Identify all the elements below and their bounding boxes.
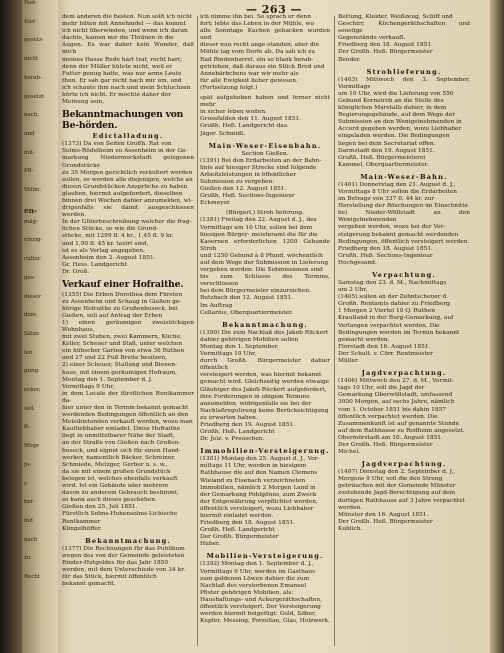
fragment-line: en- (24, 205, 37, 215)
article-line: gemacht wird. Gleichzeitig werden etwaige (200, 379, 330, 386)
article-line: werker, namentlich Bäcker, Schreiner, (62, 454, 176, 461)
article-line: 2) einer Scheuer, Stallung und Bienen- (62, 362, 178, 369)
page-edge (490, 0, 504, 653)
article-line: Großh. Rentamts dahier zu Friedberg (338, 301, 450, 308)
article-line: Großh. Heß. Bürgermeisterei (338, 154, 426, 161)
article-line: liegt in unmittelbarer Nähe der Stadt, (62, 433, 176, 440)
fragment-line: ju- (24, 461, 31, 468)
article-line: Bedingungen werden im Termin bekannt (338, 329, 460, 336)
article-line: Morgens 9 Uhr, soll die den Streng (338, 476, 443, 483)
article-line: diesen Grundstücken Ansprüche zu haben (62, 183, 188, 190)
article-line: Friedberg den 19. August 1851. (200, 421, 295, 428)
article-line: Großh. Heß. Landgericht (200, 429, 275, 436)
article-line: mittags 11 Uhr, werden in hiesigem (200, 463, 307, 470)
article-line: Obermörstadt am 16. August 1851. (338, 434, 443, 441)
article-line: Huber. (200, 541, 221, 548)
article-line: ein hübscher Garten von etwa 36 Ruthen (62, 348, 185, 355)
article-line: für das Stück, hiermit öffentlich (62, 574, 157, 581)
article-line: liegen bei dem Secretariat offen. (338, 140, 436, 147)
article-line: Gießen den 12. August 1851. (200, 186, 287, 193)
article-line: Zusammenkunft ist auf genannte Stunde (338, 420, 460, 427)
article-line: belegen ist, welches ebenfalls verkauft (62, 475, 178, 482)
column-rule (334, 16, 335, 646)
article-line: Gemarkung Oberwöllstadt, umfassend (338, 392, 453, 399)
article-line: der Entgewährung verpflichtet worden, (200, 498, 318, 505)
article-line: Jäger. Schmidt. (200, 130, 246, 137)
article-line: mit zwei Stuben, zwei Kammern, Küche, (62, 334, 182, 341)
article-line: hier unter den in Termin bekannt gemacht (62, 405, 189, 411)
article-line: 1 Morgen 2 Viertel 10 Q. Ruthen (338, 308, 436, 315)
notice-title: Mobilien-Versteigerung. (206, 552, 324, 561)
fragment-line: herab- (24, 74, 42, 81)
article-line: werden. (338, 504, 363, 511)
article-line: (1401) Donnerstag den 21. August d. J., (338, 181, 456, 188)
article-line: Gießen, soll auf Antrag der Erben (62, 312, 163, 319)
article-line: in sicher leben wollen. (200, 109, 267, 116)
article-line: zu 35 Morgen gerichtlich veräußert werden (62, 169, 193, 176)
article-line: vergeben werden. Die Submissionen sind (200, 267, 323, 274)
article-line: Hochgesand. (338, 259, 377, 266)
article-line: Florstadt den 16. August 1851. (338, 343, 431, 350)
article-line: buseck, und eignet sich für einen Hand- (62, 447, 181, 454)
column-rule (197, 16, 198, 646)
article-line: bis zum Schlusse des Termins, verschlossen (200, 274, 330, 288)
article-line: Großh. Heß. Landgericht das. (200, 123, 289, 130)
article-line: Rentkammer (62, 518, 101, 525)
article-line: Gebund Kornstroh an die Stelle des (338, 97, 444, 104)
previous-page-fragment (22, 0, 58, 653)
notice-title: Main-Weser-Eisenbahn. (208, 141, 322, 150)
section-heading: Verkauf einer Hofraithe. (62, 279, 184, 290)
article-line: Futter genug hatte, was nur arme Leute (62, 70, 182, 77)
article-line: Eckmeyer. (200, 200, 231, 207)
section-heading: Bekanntmachungen von Be-hörden. (62, 109, 184, 131)
article-line: Vormittags 8 Uhr sollen die Erdarbeiten (338, 188, 458, 195)
article-line: Montag den 1. September, (200, 343, 279, 350)
fragment-line: nach, (24, 112, 39, 119)
article-line: (1405) sollen an der Zehntscheuer d. (338, 294, 448, 301)
article-line: da sie mit einem großen Grundstück (62, 468, 171, 475)
fragment-line: Wege (24, 443, 40, 450)
article-line: (1355) Die Erben Dorothea dem Fürsten (62, 291, 183, 298)
article-line: Vormittags 9 Uhr, werden im Gasthaus (200, 568, 316, 575)
notice-title: Immobilien-Versteigerung. (200, 447, 330, 456)
article-line: Immobilien, nämlich 2 Morgen Land in (200, 484, 316, 491)
notice-title: Strohlieferung. (366, 67, 442, 76)
article-line: (1390) Die zum Nachlaß des Jakob Rückert (200, 329, 329, 336)
article-line: thun. Er sah gar nicht nach mir um, und (62, 77, 182, 84)
article-line: Augen. Es war daher kein Wunder, daß mich (62, 42, 194, 56)
article-line: denn der Müller hütete nicht, weil er (62, 63, 173, 70)
article-line: Dr. Groß. (62, 268, 90, 275)
article-line: gebräuchen mit der Gemeinde Münster (338, 483, 456, 490)
article-line: bei dem Bürgermeister einzureichen. (200, 288, 311, 295)
book-spine (0, 0, 22, 653)
fragment-line: mäg- (24, 218, 38, 225)
article-line: Bender. (338, 56, 361, 63)
article-line: Kasernen erforderlichen 1200 Gebunde Stroh (200, 238, 330, 252)
article-line: Großh. Heß. Sections-Ingenieur (200, 193, 295, 200)
article-line: Im Auftrag (200, 302, 233, 309)
article-line: vergeben werden, wozu bei der Ver- (338, 224, 446, 231)
fragment-line: cultur (24, 256, 41, 263)
article-line: an der Straße von Gießen nach Großen- (62, 440, 181, 447)
article-line: Gießen den 25. Juli 1851. (62, 504, 138, 511)
article-line: dem anderen die besten. Nun sollt ich nicht (62, 14, 193, 20)
column-1 (62, 14, 194, 650)
fragment-line: Vollm. (24, 187, 41, 194)
fragment-line: dem (24, 312, 36, 319)
article-line: bei Nieder-Wöllstadt an den Wenigstnehmenden (338, 210, 470, 224)
fragment-line: ges- (24, 274, 36, 281)
article-line: (1301) Montag den 25. August d. J., Vor- (200, 456, 320, 463)
article-line: Fürstlich Solms-Hohensolms-Lichische (62, 511, 178, 518)
article-line: anzumelden, widrigenfalls sie bei der (200, 400, 312, 407)
fragment-line: dieser (24, 293, 41, 300)
article-line: dieser nun recht ange-standen; aber die (200, 42, 320, 49)
article-line: Keller, Scheuer und Stall, unter welchen (62, 341, 183, 348)
article-line: linie auf hiesiger Strecke sind folgende (200, 164, 317, 171)
notice-title: Jagdverpachtung. (361, 369, 447, 378)
article-line: Großh. Heß. Sections-Ingenieur (338, 252, 433, 259)
article-line: Nachlaß des verstorbenen Emanuel (200, 582, 307, 589)
fragment-line: Rod- (24, 0, 37, 6)
article-line: Grossfulden den 11. August 1851. (200, 116, 301, 123)
article-line: Friedberg den 18. August 1851. (200, 520, 295, 527)
article-line: (1406) Mittwoch den 27. d. M., Vormit- (338, 378, 454, 385)
article-line: Kammel, Oberquartiermeister. (338, 161, 429, 168)
fragment-line: ft. (24, 424, 30, 431)
article-line: meines Hasse Rede hart traf, recht hart; (62, 56, 183, 63)
article-line: sollen, so werden alle diejenigen, welche an (62, 176, 193, 183)
article-line: Verlangen verpachtet werden. Die (338, 322, 440, 329)
article-line: hiesigen Bürger- meisteramt die für die (200, 231, 318, 238)
article-line: spät aufgehoben haben und ferner nicht mehr (200, 95, 330, 109)
article-line: (1391) Bei den Erdarbeiten an der Bahn- (200, 157, 322, 164)
article-line: ihre Forderungen in obigem Termine (200, 393, 310, 400)
article-line: haus, mit einem geräumigen Hofraum, (62, 369, 177, 376)
article-line: Rathhause die auf den Namen Clemens (200, 470, 318, 477)
article-line: und 1250 Gebund à 8 Pfund, wöchentlich (200, 252, 323, 259)
article-line: hörte ich nicht. Er mochte daher der (62, 92, 172, 99)
notice-subtitle: (Bürgerl.) Stroh lieferung. (225, 210, 304, 217)
article-line: Mühle lag vom Dorfe ab. Da sah ich zu (200, 49, 316, 56)
article-line: Gegenstände verkauft. (338, 35, 406, 42)
fragment-line: Recht (24, 574, 41, 581)
article-line: (1377) Die Rechnungen für das Publikum (62, 545, 185, 552)
notice-title: Bekanntmachung. (85, 536, 171, 545)
article-line: Gläubiger des Jakob Rückert aufgefordert, (200, 386, 327, 393)
article-line: Friedberg den 18. August 1851. (338, 42, 433, 49)
article-line: binnen drei Wochen dahier anzumelden, wi- (62, 197, 193, 204)
notice-title: Verpachtung. (372, 271, 436, 279)
article-line: dahier gehörigen Mobilien sollen (200, 336, 299, 343)
fragment-line: gung. (24, 368, 40, 375)
fragment-line: ien (24, 349, 33, 356)
article-line: ich schaute ihm nach und mein Schluchzen (62, 84, 191, 91)
article-line: (1373) Da von Seiten Großh. Rat von (62, 141, 172, 148)
article-line: eingeladen werden. Die Bedingungen (338, 133, 450, 140)
article-line: getrieben, daß daraus ein Stück Brod und (200, 63, 325, 70)
article-line: Accord gegeben werden, wozu Liebhaber (338, 126, 462, 133)
fragment-line: zu (24, 555, 31, 562)
fragment-line: Pfl- (24, 168, 34, 175)
article-line: Rad Rindenbarrel, ein so blank herab- (200, 56, 314, 63)
article-line: Der Schult. v. Cörr. Rentmeister (338, 350, 433, 357)
article-line: Submission zu vergeben: (200, 178, 275, 185)
article-line: Samstag den 23. d. M., Nachmittags (338, 280, 447, 286)
article-line: öffentlich versteigert. Der Versteigerung (200, 604, 321, 611)
notice-title: Bekanntmachung. (222, 320, 308, 329)
article-line: mehr hüten mit Annehmdel — das kommt (62, 21, 186, 28)
article-line: Butzbach den 12. August 1851. (200, 295, 293, 302)
article-line: Kupfer, Messing, Porzellan, Glas, Holzwerk. (200, 618, 330, 625)
article-line: Bedingungen, öffentlich versteigert werden. (338, 238, 470, 245)
fragment-line: r. (24, 480, 28, 487)
article-line: Klingelhöffer. (62, 525, 102, 532)
column-2 (200, 14, 330, 650)
fragment-line: nach (24, 536, 38, 543)
article-line: glauben, hiermit aufgefordert, dieselben (62, 190, 183, 197)
article-line: Kuhlich. (338, 525, 363, 532)
article-line: um 10 Uhr, wird die Lieferung von 550 (338, 90, 454, 97)
fragment-line: gesetzt (24, 93, 44, 100)
article-line: Kaufliebhaber einladet. Diese Hofraithe (62, 426, 181, 433)
article-line: Nachlaßregulirung keine Berücksichtigung (200, 407, 329, 414)
article-line: Geschirr, Küchengeräthschaften und sonstige (338, 21, 470, 35)
article-line: um 2 Uhr, (338, 287, 368, 294)
newspaper-page (58, 0, 490, 653)
article-line: und 1,90 fl. 45 kr. taxirt sind, (62, 240, 149, 247)
article-line: hörige Hofraithe zu Großenbuseck, bei (62, 305, 178, 312)
article-line: Arbeitsleistungen in öffentlicher (200, 171, 297, 178)
article-line: Meinung sein, (62, 99, 105, 106)
article-line: der Gemarkung Pohlgönns, zum Zweck (200, 491, 317, 498)
article-line: und 27 und 22 Fuß Breite besitzen, (62, 355, 168, 362)
article-line: Submission an den Wenigstnehmenden in (338, 119, 462, 126)
article-line: versteigert werden, was hiermit bekannt (200, 372, 322, 379)
article-line: tags 10 Uhr, soll die Jagd der (338, 385, 425, 392)
article-line: Vormittags 10 Uhr, (200, 351, 257, 358)
article-line: für alle Ewigkeit lieber gewesen. (200, 77, 298, 84)
article-line: so kann auch dieses geschehen. (62, 497, 157, 504)
article-line: Bettung, Kleider, Weißzeug, Schiff und (338, 14, 453, 20)
fragment-line: ber (24, 499, 34, 506)
article-line: Der Großh. Heß. Bürgermeister (338, 441, 433, 448)
notice-title: Main-Weser-Bahn. (360, 172, 448, 181)
article-line: Müller. (338, 358, 359, 365)
fragment-line: gesetz- (24, 37, 44, 44)
article-line: ich nimme ihn bei. So sprach er denn (200, 14, 311, 20)
article-line: dortigen Rathhause auf 3 Jahre verpachtet (338, 497, 466, 504)
fragment-line: nicht (24, 56, 38, 63)
page-number: — 263 — (245, 3, 303, 16)
article-line: ich nicht überwinden, und wenn ich daran (62, 28, 188, 35)
article-line: 1) einen geräumigen zweistöckigen Wohnhaus, (62, 319, 194, 333)
article-line: ist es als Verlag angegeben. (62, 247, 145, 254)
article-line: Der Großh. Bürgermeister (200, 534, 279, 541)
article-line: hiermit einladet werden. (200, 513, 274, 519)
article-line: zum goldenen Löwen dahier die zum (200, 575, 310, 582)
article-line: werdenden Bedingungen öffentlich an den (62, 412, 189, 419)
article-line: königlichen Marstalls dahier, in dem (338, 105, 447, 112)
article-line: Solms-Rödelheim zu Assenheim in der Ge- (62, 148, 188, 155)
article-line: stücke, mit 1299 fl. 4 kr., 1,45 fl. 9 kr. (62, 233, 174, 240)
article-line: Wieland zu Eisenach verzeichneten (200, 477, 306, 484)
article-line: fort; lebte das Leben in der Mühle, wo (200, 21, 315, 28)
fragment-line: ind (24, 517, 33, 524)
article-line: zustehende Jagd-Berechtigung auf dem (338, 490, 456, 497)
article-line: in dem Locale der fürstlichen Rentkammer da- (62, 390, 194, 404)
article-line: Annebärbchens war wir mehr als (200, 70, 299, 77)
article-line: öffentlich verpachtet werden. Die (338, 413, 438, 420)
article-line: Cellarius, Oberquartiermeister. (200, 309, 294, 316)
article-line: (1381) Freitag den 22. August d. J., des (200, 217, 317, 224)
notice-subtitle: Section Gießen. (241, 150, 289, 157)
article-line: Der Großh. Heß. Bürgermeister (338, 49, 433, 56)
article-line: Vormittags um 10 Uhr, sollen bei dem (200, 224, 313, 231)
article-line: (1403) Mittwoch den 3. September, Vormittags (338, 76, 470, 90)
article-line: auf dem Rathhause zu Rodheim angesetzt. (338, 427, 465, 434)
article-line: (1392) Montag den 1. September d. J., (200, 561, 314, 568)
fragment-line: einzig- (24, 237, 43, 244)
article-line: werden hiermit beigefügt: Gold, Silber, (200, 611, 317, 618)
article-line: zu Assenheim und Schaug in Gießen ge- (62, 298, 182, 305)
article-line: Assenheim den 2. August 1851. (62, 254, 156, 261)
article-line: Rinder-Hutgeldes für das Jahr 1850 (62, 559, 169, 566)
article-line: Haushaltungs- und Ackergeräthschaften, (200, 596, 323, 603)
article-line: wegen des von der Gemeinde geleisteten (62, 552, 185, 559)
article-line: werden, mit dem Unterschiede von 34 kr. (62, 566, 186, 573)
article-line: vom 1. October 1851 bis dahin 1857 (338, 406, 446, 413)
article-line: Michel. (338, 449, 361, 456)
article-line: drigenfalls sie damit ausgeschlossen werden. (62, 205, 194, 219)
article-line: Großh. Heß. Landgericht (200, 527, 275, 534)
article-line: bekannt gemacht. (62, 581, 116, 588)
article-line: Pfister gehörigen Mobilien, als: (200, 589, 294, 596)
fragment-line: und (24, 130, 35, 137)
fragment-line: ecker, (24, 387, 41, 394)
fragment-line: sell. (24, 405, 36, 412)
article-line: wird. Ist ein Gebäude oder mehrere (62, 483, 169, 490)
article-line: Meistbietenden verkauft werden, wozu man (62, 419, 193, 426)
article-line: durch Großh. Bürgermeister dahier öffentlich (200, 358, 330, 372)
article-line: 3000 Morgen, auf sechs Jahre, nämlich (338, 399, 455, 406)
article-line: Vormittags 9 Uhr, (62, 383, 115, 390)
article-line: Dr. Jeiz. v. Preuschen. (200, 436, 265, 443)
fragment-line: Sätze (24, 330, 40, 337)
article-line: steigerung bekannt gemacht werdenden (338, 231, 459, 238)
article-line: Der Großh. Heß. Bürgermeister (338, 518, 433, 525)
article-line: Friedberg den 18. August 1851. (338, 245, 433, 252)
article-line: dachte, kamen mir die Thränen in die (62, 35, 174, 42)
fragment-line: mit- (24, 149, 35, 156)
fragment-line: Eier (24, 18, 36, 25)
article-line: Herstellung der Böschungen im Einschnitte (338, 203, 469, 210)
article-line: zu erwarten haben. (200, 414, 258, 421)
article-line: Münster den 16. August 1851. (338, 511, 429, 518)
article-line: Schmiede, Metzger, Gerber u. s. w., (62, 461, 168, 468)
article-line: Krautland in der Burg-Gemarkung, auf (338, 315, 454, 322)
article-line: Gr. Hess. Landgericht (62, 261, 127, 268)
article-line: im Betrage von 337 fl. 44 kr. zur (338, 196, 435, 203)
article-line: öffentlich versteigert, wozu Liebhaber (200, 505, 314, 512)
article-line: lichen Stücke, so wie die Grund- (62, 226, 159, 233)
article-line: markung Niedermockstadt gelegenen Grundstücke (62, 155, 194, 169)
article-line: (Fortsetzung folgt.) (200, 84, 258, 91)
article-line: Regierungsgebäude, auf dem Wege der (338, 112, 455, 119)
article-line: In der Güterbeschreibung welcher die frag- (62, 219, 192, 226)
article-line: Montag den 1. September d. J. (62, 376, 153, 383)
article-line: auf dem Wege der Submission in Lieferung (200, 260, 329, 266)
column-3 (338, 14, 470, 650)
article-line: davon zu anderem Gebrauch bestimmt, (62, 490, 179, 497)
article-line: (1407) Dienstag den 2. September d. J., (338, 469, 456, 476)
article-line: Darmstadt den 19. August 1851. (338, 147, 435, 154)
notice-title: Jagdverpachtung. (361, 460, 447, 469)
notice-title: Edictalladung. (92, 132, 164, 141)
article-line: alle Sonntage Kuchen gebacken wurden und (200, 28, 330, 42)
article-line: gemacht werden. (338, 336, 390, 343)
